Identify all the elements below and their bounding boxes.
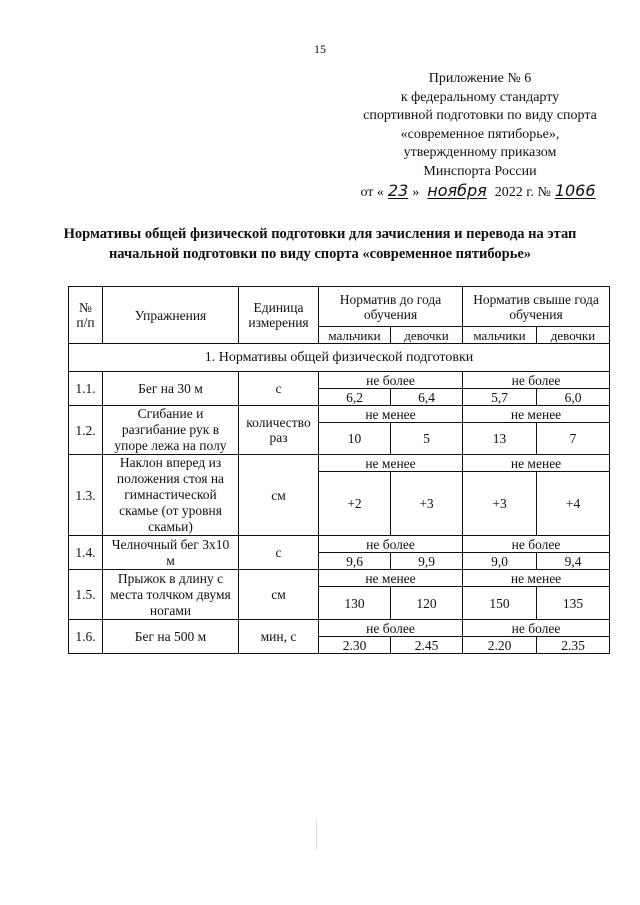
- value-boys-up-to-year: 10: [319, 423, 391, 455]
- header-girls: девочки: [537, 327, 610, 344]
- handwritten-month: ноября: [427, 180, 487, 200]
- section-title: 1. Нормативы общей физической подготовки: [69, 344, 610, 372]
- row-number: 1.5.: [69, 570, 103, 620]
- row-condition: не более: [463, 372, 610, 389]
- value-girls-up-to-year: +3: [391, 472, 463, 536]
- value-boys-over-year: 150: [463, 587, 537, 620]
- appendix-line: спортивной подготовки по виду спорта: [363, 108, 597, 124]
- scan-artifact-line: [316, 820, 317, 850]
- appendix-line: Приложение № 6: [428, 71, 532, 86]
- handwritten-day: 23: [387, 180, 409, 200]
- appendix-line: утвержденному приказом: [403, 145, 557, 161]
- row-condition: не более: [319, 536, 463, 553]
- appendix-line: к федеральному стандарту: [400, 89, 560, 105]
- value-boys-over-year: 2.20: [463, 637, 537, 654]
- row-exercise: Прыжок в длину с места толчком двумя ногами: [103, 570, 239, 620]
- section-row: [69, 344, 610, 372]
- row-number: 1.3.: [69, 455, 103, 536]
- table-row: [69, 536, 610, 553]
- value-boys-over-year: 13: [463, 423, 537, 455]
- row-unit: с: [239, 536, 319, 570]
- row-condition: не более: [463, 620, 610, 637]
- value-girls-over-year: 6,0: [537, 389, 610, 406]
- value-boys-up-to-year: 9,6: [319, 553, 391, 570]
- table-row: [69, 620, 610, 637]
- value-boys-over-year: +3: [463, 472, 537, 536]
- row-condition: не менее: [319, 570, 463, 587]
- date-mid: »: [412, 184, 420, 200]
- value-girls-over-year: 9,4: [537, 553, 610, 570]
- value-girls-over-year: 135: [537, 587, 610, 620]
- row-exercise: Челночный бег 3х10 м: [103, 536, 239, 570]
- value-girls-up-to-year: 6,4: [391, 389, 463, 406]
- row-exercise: Бег на 30 м: [103, 372, 239, 406]
- row-number: 1.6.: [69, 620, 103, 654]
- header-exercise: Упражнения: [103, 287, 239, 344]
- value-girls-over-year: 2.35: [537, 637, 610, 654]
- row-condition: не более: [319, 372, 463, 389]
- value-girls-up-to-year: 5: [391, 423, 463, 455]
- row-condition: не менее: [463, 455, 610, 472]
- row-unit: с: [239, 372, 319, 406]
- value-boys-up-to-year: 6,2: [319, 389, 391, 406]
- value-boys-over-year: 9,0: [463, 553, 537, 570]
- row-condition: не более: [319, 620, 463, 637]
- row-number: 1.1.: [69, 372, 103, 406]
- value-boys-up-to-year: 2.30: [319, 637, 391, 654]
- row-unit: см: [239, 570, 319, 620]
- row-condition: не менее: [319, 455, 463, 472]
- header-girls: девочки: [391, 327, 463, 344]
- row-condition: не более: [463, 536, 610, 553]
- value-girls-up-to-year: 120: [391, 587, 463, 620]
- row-condition: не менее: [319, 406, 463, 423]
- value-girls-over-year: 7: [537, 423, 610, 455]
- header-boys: мальчики: [319, 327, 391, 344]
- table-row: [69, 570, 610, 587]
- value-girls-up-to-year: 9,9: [391, 553, 463, 570]
- title-line: начальной подготовки по виду спорта «современное пятиборье»: [108, 246, 532, 262]
- table-header-row: [69, 287, 610, 327]
- header-norm-over-year: Норматив свыше года обучения: [463, 287, 610, 327]
- handwritten-order-number: 1066: [554, 180, 596, 200]
- value-girls-up-to-year: 2.45: [391, 637, 463, 654]
- row-number: 1.2.: [69, 406, 103, 455]
- row-condition: не менее: [463, 406, 610, 423]
- title-line: Нормативы общей физической подготовки для зачисления и перевода на этап: [63, 226, 577, 242]
- document-title: [40, 224, 600, 264]
- row-unit: количество раз: [239, 406, 319, 455]
- row-unit: мин, с: [239, 620, 319, 654]
- header-unit: Единица измерения: [239, 287, 319, 344]
- row-exercise: Бег на 500 м: [103, 620, 239, 654]
- value-boys-up-to-year: +2: [319, 472, 391, 536]
- appendix-line: Минспорта России: [423, 163, 537, 179]
- table-row: [69, 372, 610, 389]
- value-boys-over-year: 5,7: [463, 389, 537, 406]
- order-date-line: [330, 182, 630, 203]
- header-norm-up-to-year: Норматив до года обучения: [319, 287, 463, 327]
- table-row: [69, 455, 610, 472]
- year-text: 2022 г. №: [494, 184, 551, 200]
- header-boys: мальчики: [463, 327, 537, 344]
- header-number: № п/п: [69, 287, 103, 344]
- page-number: 15: [314, 42, 326, 56]
- table-row: [69, 406, 610, 423]
- value-girls-over-year: +4: [537, 472, 610, 536]
- norms-table: [68, 286, 610, 654]
- row-exercise: Сгибание и разгибание рук в упоре лежа на полу: [103, 406, 239, 455]
- appendix-block: [330, 70, 630, 202]
- row-exercise: Наклон вперед из положения стоя на гимнастической скамье (от уровня скамьи): [103, 455, 239, 536]
- row-number: 1.4.: [69, 536, 103, 570]
- row-condition: не менее: [463, 570, 610, 587]
- row-unit: см: [239, 455, 319, 536]
- value-boys-up-to-year: 130: [319, 587, 391, 620]
- appendix-line: «современное пятиборье»,: [400, 126, 560, 142]
- date-prefix: от «: [360, 184, 384, 200]
